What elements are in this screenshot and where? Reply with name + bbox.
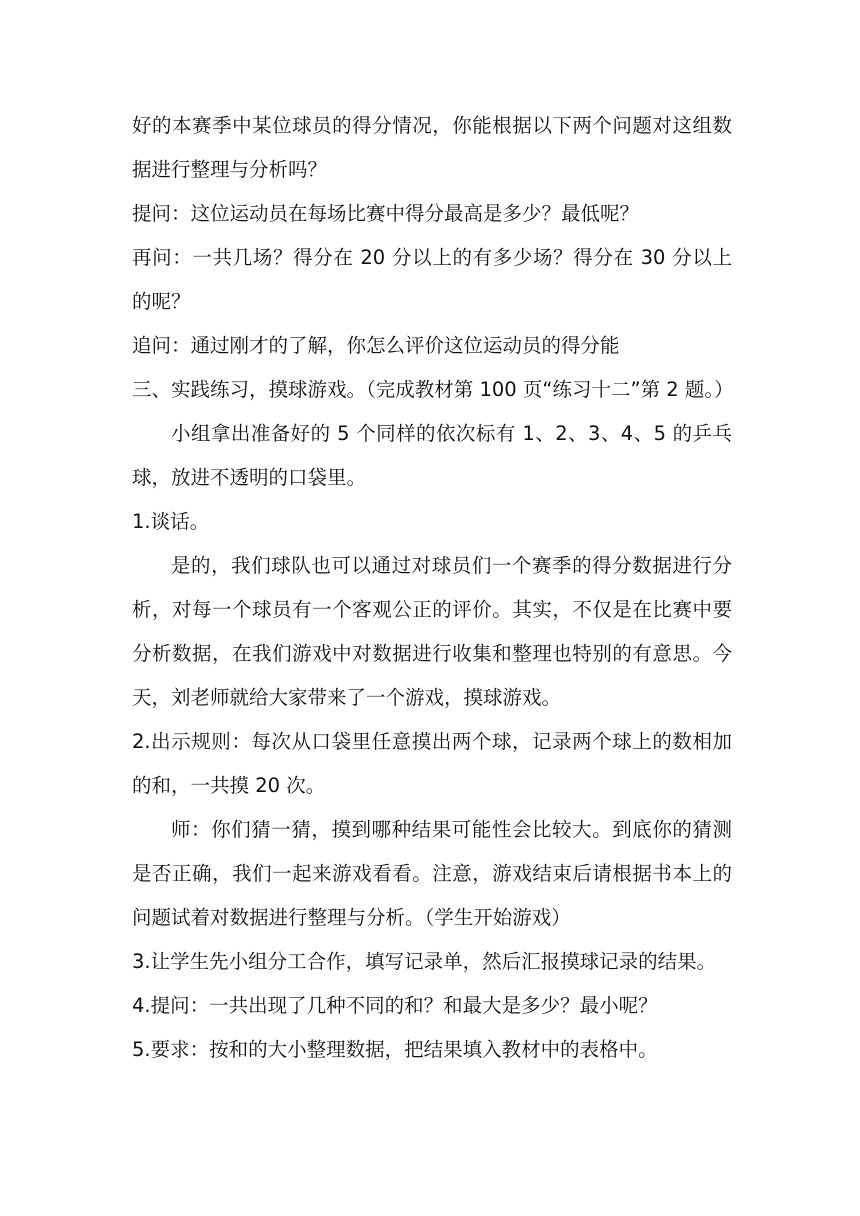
paragraph-3: 再问：一共几场？得分在 20 分以上的有多少场？得分在 30 分以上的呢？ [132,246,732,313]
paragraph-7: 1.谈话。 [132,510,210,533]
paragraph-4: 追问：通过刚才的了解，你怎么评价这位运动员的得分能 [132,334,620,357]
section-heading-3: 三、实践练习，摸球游戏。（完成教材第 100 页“练习十二”第 2 题。） [132,378,734,401]
document-page [132,104,732,1072]
paragraph-8: 是的，我们球队也可以通过对球员们一个赛季的得分数据进行分析，对每一个球员有一个客观公正的评价。其实，不仅是在比赛中要分析数据，在我们游戏中对数据进行收集和整理也特别的有意思。今天，刘老师就给大家带来了一个游戏，摸球游戏。 [132,554,732,709]
paragraph-13: 5.要求：按和的大小整理数据，把结果填入教材中的表格中。 [132,1038,658,1061]
paragraph-10: 师：你们猜一猜，摸到哪种结果可能性会比较大。到底你的猜测是否正确，我们一起来游戏看看。注意，游戏结束后请根据书本上的问题试着对数据进行整理与分析。（学生开始游戏） [132,818,732,929]
paragraph-12: 4.提问：一共出现了几种不同的和？和最大是多少？最小呢？ [132,994,658,1017]
paragraph-1: 好的本赛季中某位球员的得分情况，你能根据以下两个问题对这组数据进行整理与分析吗？ [132,114,732,181]
paragraph-6: 小组拿出准备好的 5 个同样的依次标有 1、2、3、4、5 的乒乓球，放进不透明的口袋里。 [132,422,732,489]
paragraph-2: 提问：这位运动员在每场比赛中得分最高是多少？最低呢？ [132,202,640,225]
paragraph-9: 2.出示规则：每次从口袋里任意摸出两个球，记录两个球上的数相加的和，一共摸 20 次。 [132,730,732,797]
paragraph-11: 3.让学生先小组分工合作，填写记录单，然后汇报摸球记录的结果。 [132,950,717,973]
